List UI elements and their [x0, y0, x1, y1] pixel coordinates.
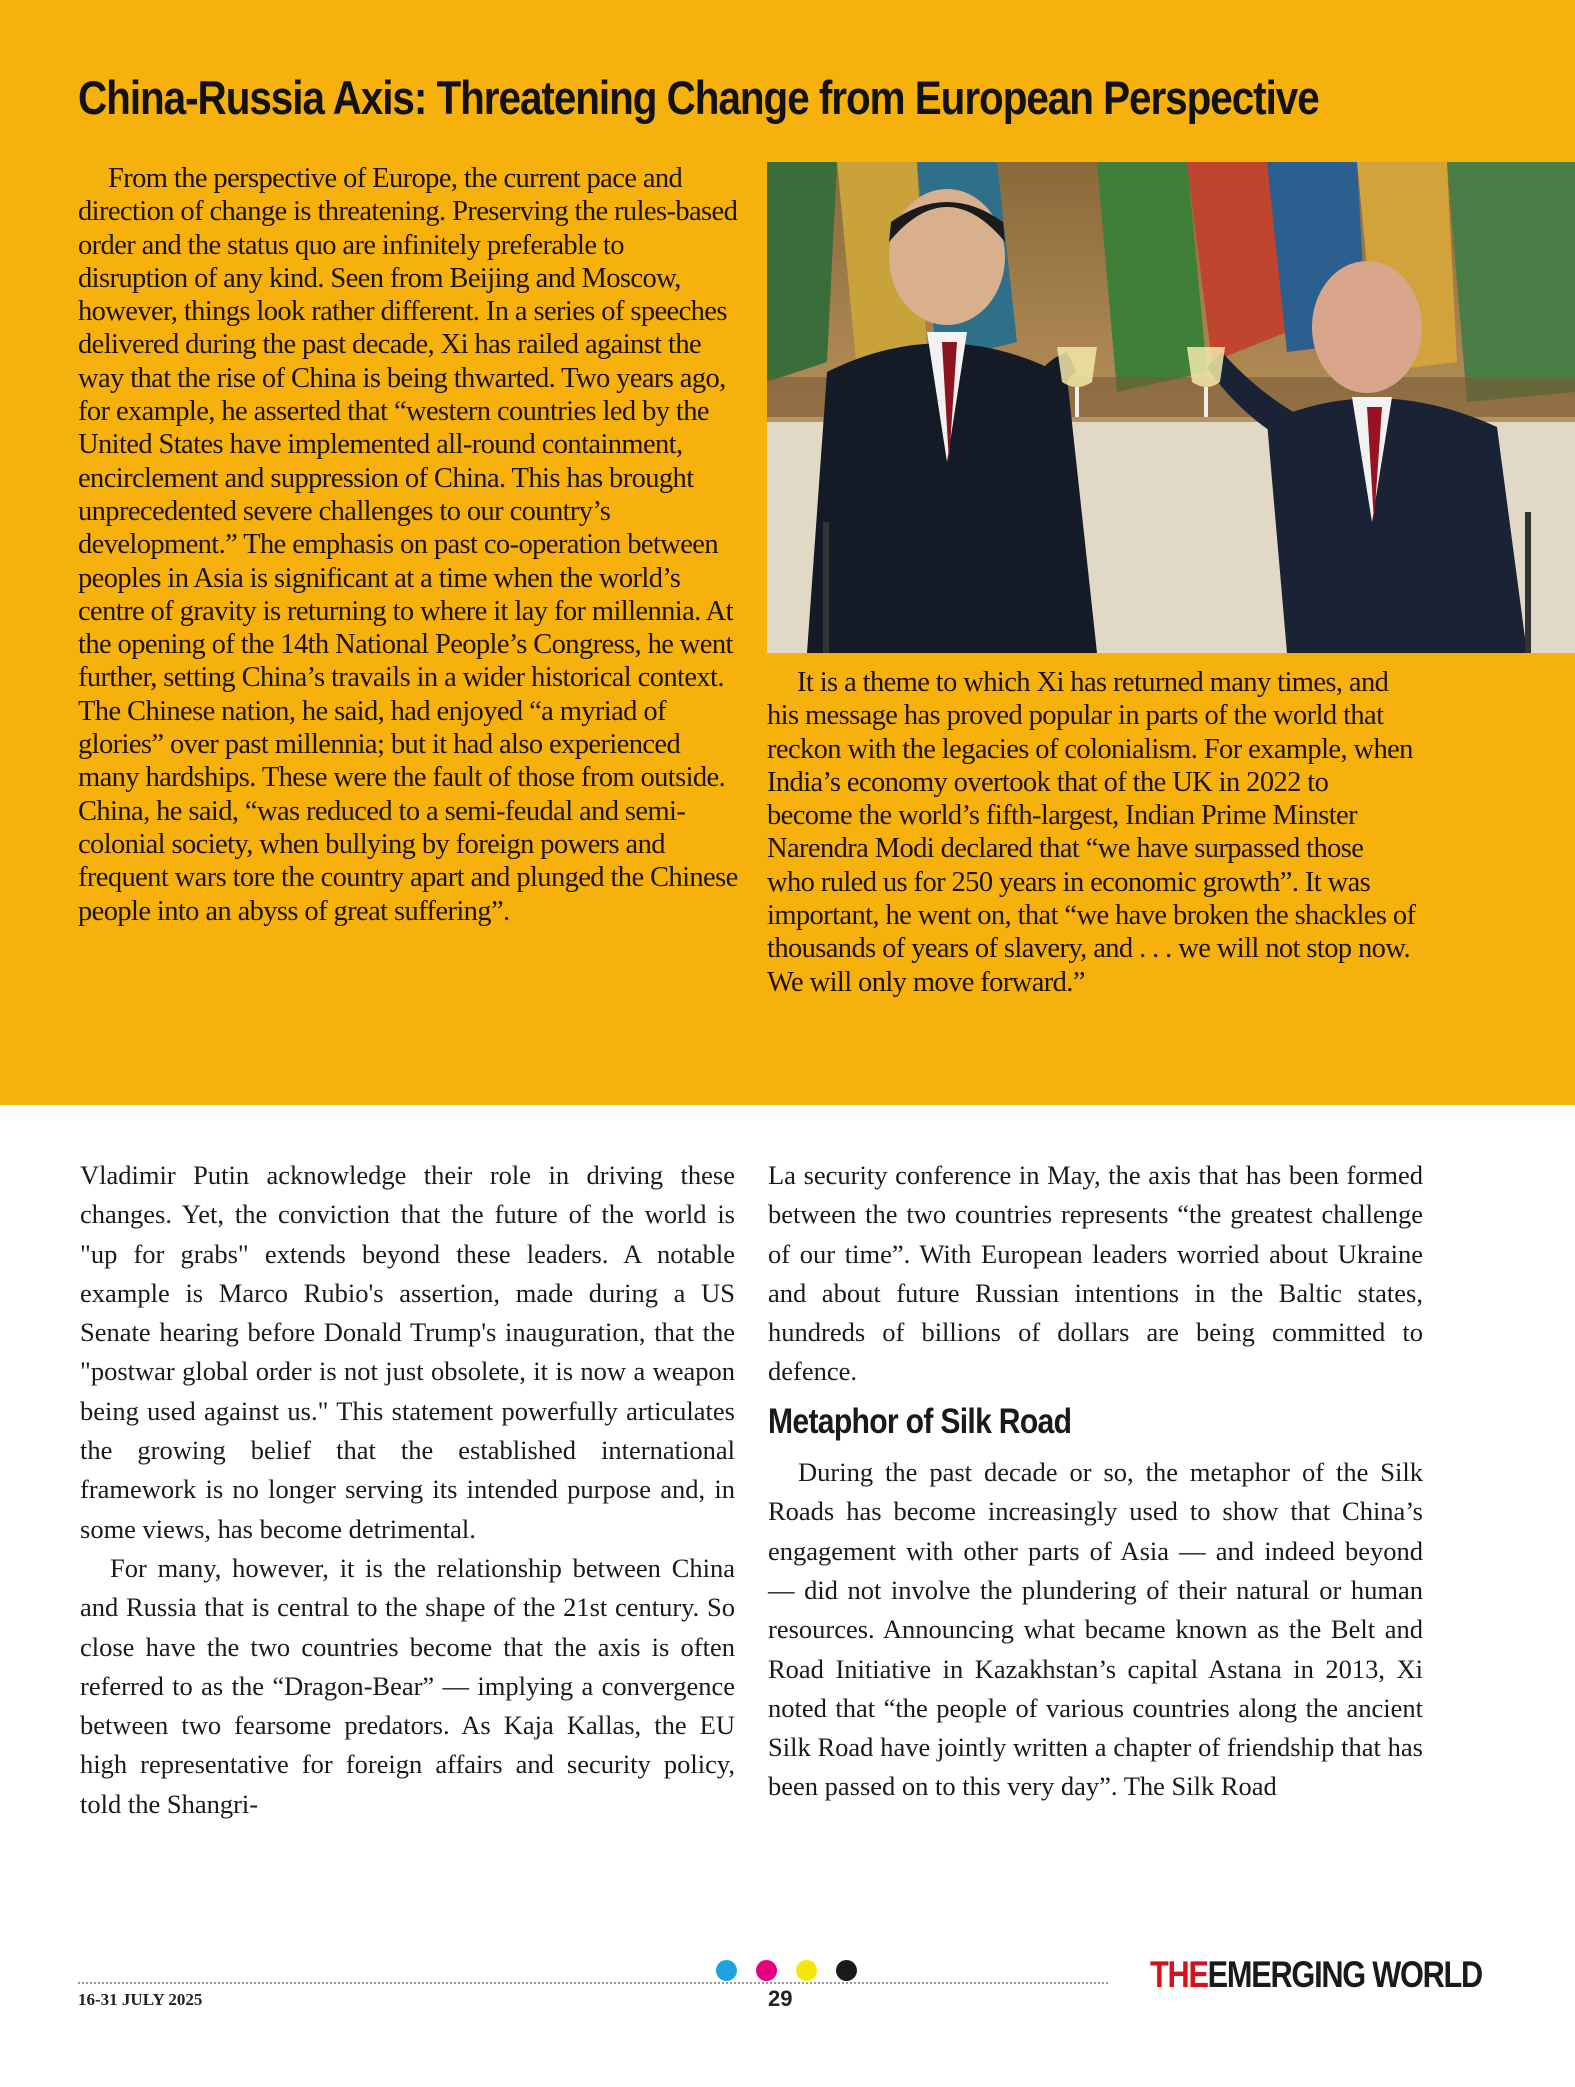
registration-dot-magenta: [756, 1960, 777, 1981]
registration-dots: [716, 1960, 857, 1981]
box-right-paragraph: It is a theme to which Xi has returned many times, and his message has proved popular in parts of the world that reckon with the legacies of colonialism. For example, when India’s economy overtook that of the UK in 2022 to become the world’s fifth-largest, Indian Prime Minster Narendra Modi declared that “we have surpassed those who ruled us for 250 years in economic growth”. It was important, he went on, that “we have broken the shackles of thousands of years of slavery, and . . . we will not stop now. We will only move forward.”: [767, 667, 1416, 998]
page-number: 29: [768, 1986, 793, 2011]
body-right-column: [768, 1156, 1423, 1807]
logo-name: EMERGING WORLD: [1207, 1954, 1482, 1995]
body-paragraph: For many, however, it is the relationship between China and Russia that is central to the shape of the 21st century. So close have the two countries become that the axis is often referred to as the “Dragon-Bear” — implying a convergence between two fearsome predators. As Kaja Kallas, the EU high representative for foreign affairs and security policy, told the Shangri-: [80, 1552, 735, 1819]
box-left-paragraph: From the perspective of Europe, the current pace and direction of change is threatening. Preserving the rules-based order and the status quo are infinitely preferable to disruption of any kind. Seen from Beijing and Moscow, however, things look rather different. In a series of speeches delivered during the past decade, Xi has railed against the way that the rise of China is being thwarted. Two years ago, for example, he asserted that “western countries led by the United States have implemented all-round containment, encirclement and suppression of China. This has brought unprecedented severe challenges to our country’s development.” The emphasis on past co-operation between peoples in Asia is significant at a time when the world’s centre of gravity is returning to where it lay for millennia. At the opening of the 14th National People’s Congress, he went further, setting China’s travails in a wider historical context. The Chinese nation, he said, had enjoyed “a myriad of glories” over past millennia; but it had also experienced many hardships. These were the fault of those from outside. China, he said, “was reduced to a semi-feudal and semi-colonial society, when bullying by foreign powers and frequent wars tore the country apart and plunged the Chinese people into an abyss of great suffering”.: [78, 163, 738, 927]
body-paragraph: During the past decade or so, the metaphor of the Silk Roads has become increasingly used to show that China’s engagement with other parts of Asia — and indeed beyond — did not involve the plundering of their natural or human resources. Announcing what became known as the Belt and Road Initiative in Kazakhstan’s capital Astana in 2013, Xi noted that “the people of various countries along the ancient Silk Road have jointly written a chapter of friendship that has been passed on to this very day”. The Silk Road: [768, 1457, 1423, 1802]
section-subheading: Metaphor of Silk Road: [768, 1401, 1072, 1441]
body-paragraph: Vladimir Putin acknowledge their role in driving these changes. Yet, the conviction that the future of the world is "up for grabs" extends beyond these leaders. A notable example is Marco Rubio's assertion, made during a US Senate hearing before Donald Trump's inauguration, that the "postwar global order is not just obsolete, it is now a weapon being used against us." This statement powerfully articulates the growing belief that the established international framework is no longer serving its intended purpose and, in some views, has become detrimental.: [80, 1160, 735, 1544]
box-left-column: [78, 162, 738, 928]
leaders-toast-photo: [767, 162, 1575, 653]
publication-logo: [1150, 1954, 1482, 1996]
registration-dot-cyan: [716, 1960, 737, 1981]
issue-date: 16-31 JULY 2025: [78, 1990, 203, 2009]
body-paragraph: La security conference in May, the axis that has been formed between the two countries represents “the greatest challenge of our time”. With European leaders worried about Ukraine and about future Russian intentions in the Baltic states, hundreds of billions of dollars are being committed to defence.: [768, 1160, 1423, 1387]
logo-the: THE: [1150, 1954, 1208, 1995]
body-left-column: [80, 1156, 735, 1824]
footer-divider: [78, 1982, 1108, 1984]
registration-dot-black: [836, 1960, 857, 1981]
registration-dot-yellow: [796, 1960, 817, 1981]
box-right-column: [767, 666, 1417, 999]
article-headline: China-Russia Axis: Threatening Change from European Perspective: [78, 71, 1319, 124]
